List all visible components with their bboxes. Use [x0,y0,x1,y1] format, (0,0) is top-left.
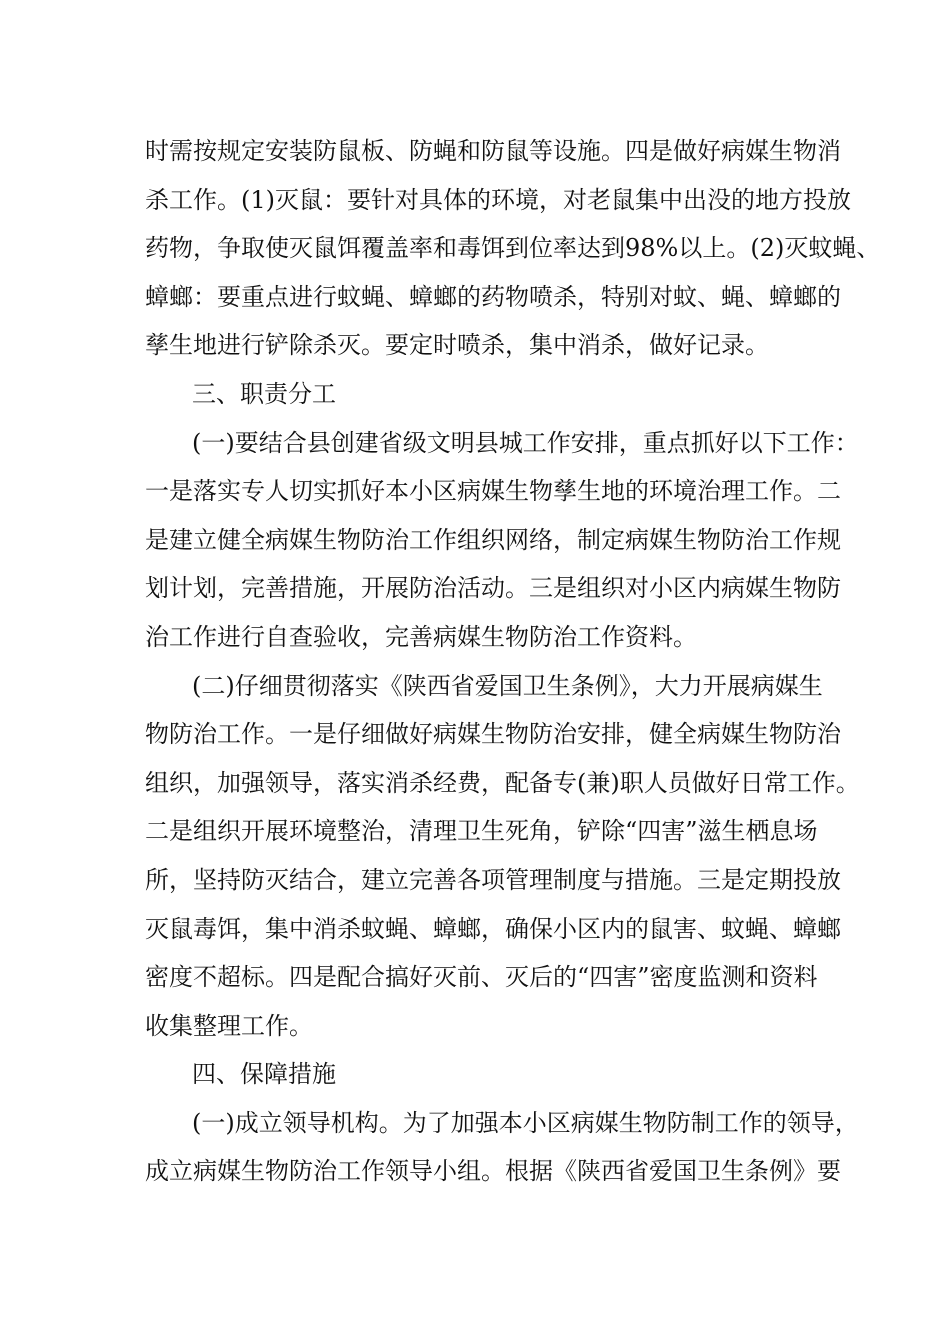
paragraph-start-line: (一)成立领导机构。为了加强本小区病媒生物防制工作的领导， [192,1108,859,1137]
text-line: 灭鼠毒饵，集中消杀蚊蝇、蟑螂，确保小区内的鼠害、蚊蝇、蟑螂 [145,914,841,943]
document-body [145,127,881,1196]
text-line: 杀工作。(1)灭鼠：要针对具体的环境，对老鼠集中出没的地方投放 [145,185,851,214]
paragraph-start-line: (一)要结合县创建省级文明县城工作安排，重点抓好以下工作： [192,428,859,457]
text-line: 物防治工作。一是仔细做好病媒生物防治安排，健全病媒生物防治 [145,720,841,749]
text-line: 时需按规定安装防鼠板、防蝇和防鼠等设施。四是做好病媒生物消 [145,137,841,165]
text-line: 划计划，完善措施，开展防治活动。三是组织对小区内病媒生物防 [145,574,841,603]
text-line: 一是落实专人切实抓好本小区病媒生物孳生地的环境治理工作。二 [145,477,841,506]
text-line: 组织，加强领导，落实消杀经费，配备专(兼)职人员做好日常工作。 [145,768,860,797]
text-line: 所，坚持防灭结合，建立完善各项管理制度与措施。三是定期投放 [145,865,841,894]
text-line: 成立病媒生物防治工作领导小组。根据《陕西省爱国卫生条例》要 [145,1157,841,1186]
text-line: 是建立健全病媒生物防治工作组织网络，制定病媒生物防治工作规 [145,525,841,554]
section-heading: 四、保障措施 [192,1060,336,1089]
text-line: 二是组织开展环境整治，清理卫生死角，铲除“四害”滋生栖息场 [145,817,818,846]
text-line: 治工作进行自查验收，完善病媒生物防治工作资料。 [145,622,697,651]
text-line: 密度不超标。四是配合搞好灭前、灭后的“四害”密度监测和资料 [145,963,818,992]
text-line: 收集整理工作。 [145,1011,313,1040]
section-heading: 三、职责分工 [192,379,336,408]
text-line: 孳生地进行铲除杀灭。要定时喷杀，集中消杀，做好记录。 [145,331,769,360]
text-line: 药物，争取使灭鼠饵覆盖率和毒饵到位率达到98%以上。(2)灭蚊蝇、 [145,234,881,263]
text-line: 蟑螂：要重点进行蚊蝇、蟑螂的药物喷杀，特别对蚊、蝇、蟑螂的 [145,282,841,311]
paragraph-start-line: (二)仔细贯彻落实《陕西省爱国卫生条例》，大力开展病媒生 [192,671,823,700]
